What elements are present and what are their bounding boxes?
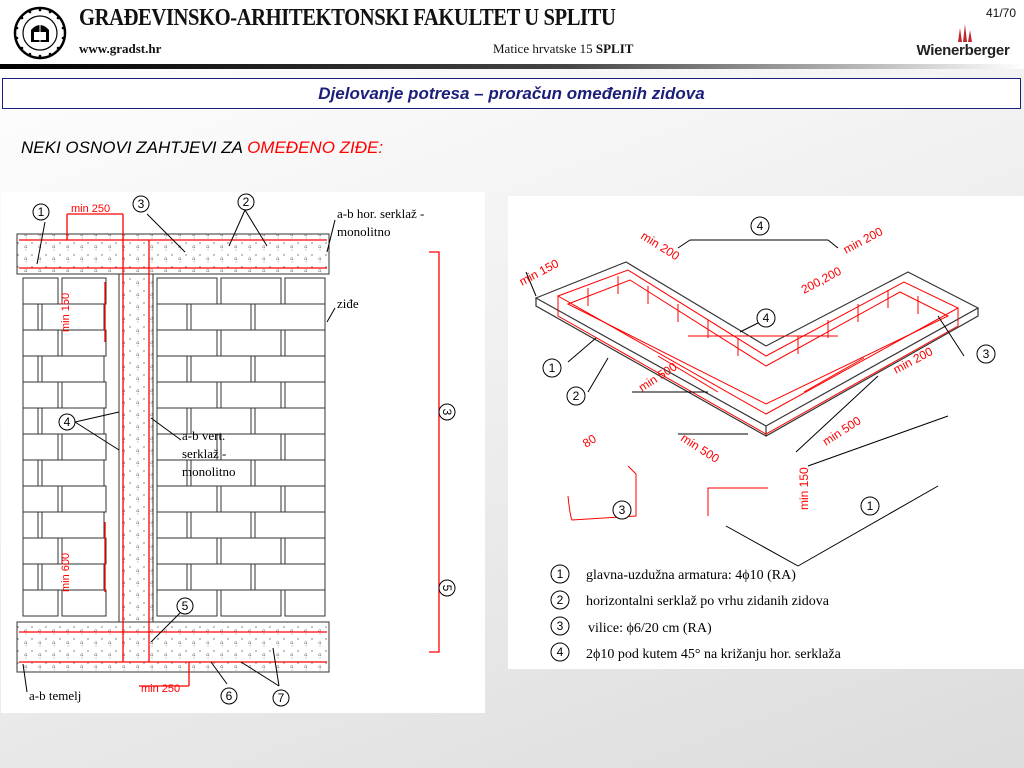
dim-min-250-bottom: min 250 [141,683,181,695]
page-number: 41/70 [985,6,1016,20]
dim-min-600: min 600 [60,552,72,592]
website-link[interactable]: www.gradst.hr [79,41,162,56]
dim-min-150-side: min 150 [60,292,72,332]
right-leaders [526,240,964,566]
slide-title-box [2,78,1021,109]
legend-text-3: vilice: ϕ6/20 cm (RA) [588,621,712,636]
slide-title: Djelovanje potresa – proračun omeđenih zidova [318,83,705,103]
header-bar [0,0,1024,68]
marker-1 [33,204,49,220]
label-hor-tie-beam-2: monolitno [337,224,391,239]
dim-r-min500-a: min 500 [636,359,680,395]
legend [551,565,842,662]
r-marker-1-bottom [861,497,879,515]
dim-r-min200-a: min 200 [638,228,683,264]
dim-r-200-200: 200,200 [798,263,844,297]
svg-text:3: 3 [618,503,626,517]
r-marker-4-top [751,217,769,235]
side-marker-5 [439,580,455,596]
wienerberger-mark-icon [908,22,1018,44]
vertical-tie-column [119,274,153,622]
marker-7 [273,690,289,706]
dim-r-min150-left: min 150 [516,256,562,289]
marker-3 [133,196,149,212]
label-hor-tie-beam-1: a-b hor. serklaž - [337,206,425,221]
rebar-cage [558,270,958,520]
legend-text-4: 2ϕ10 pod kutem 45° na križanju hor. serklaža [586,647,841,662]
legend-item-2 [551,591,830,609]
r-marker-2 [567,387,585,405]
dim-r-min500-c: min 500 [820,413,864,449]
r-marker-3-right [977,345,995,363]
marker-5 [177,598,193,614]
svg-text:5: 5 [440,584,454,592]
isometric-svg [508,196,1024,669]
svg-text:1: 1 [548,361,556,375]
section-heading [21,138,383,158]
section-heading-prefix: NEKI OSNOVI ZAHTJEVI ZA [21,138,248,157]
legend-item-1 [551,565,796,583]
side-marker-3 [439,404,455,420]
header-divider [0,64,1024,69]
marker-4 [59,414,75,430]
svg-text:4: 4 [556,645,564,659]
svg-text:3: 3 [440,408,454,416]
dim-r-80: 80 [580,431,599,451]
wall-elevation-svg [1,192,485,713]
svg-text:4: 4 [63,415,71,429]
marker-6 [221,688,237,704]
svg-text:2: 2 [556,593,564,607]
legend-text-2: horizontalni serklaž po vrhu zidanih zidova [586,594,829,609]
label-foundation: a-b temelj [29,688,82,703]
foundation-beam [17,622,329,672]
svg-text:6: 6 [225,689,233,703]
dim-r-min200-right: min 200 [890,344,936,377]
svg-text:3: 3 [556,619,564,633]
label-vert-tie-2: serklaž - [182,446,227,461]
label-masonry: ziđe [337,296,359,311]
side-rebar-markers [439,404,455,596]
wienerberger-wordmark: Wienerberger [916,42,1010,59]
svg-text:3: 3 [982,347,990,361]
dim-min-250-top: min 250 [71,203,111,215]
dim-r-min500-b: min 500 [678,430,722,466]
svg-text:3: 3 [137,197,145,211]
confined-wall-elevation-drawing [1,192,485,713]
address-street: Matice hrvatske 15 [493,41,593,56]
r-marker-1-left [543,359,561,377]
svg-text:2: 2 [242,195,250,209]
r-marker-3-stirrup [613,501,631,519]
legend-item-4 [551,643,842,662]
svg-text:1: 1 [556,567,564,581]
svg-text:4: 4 [756,219,764,233]
address-city: SPLIT [595,41,634,56]
r-marker-4-mid [757,309,775,327]
beam-outline [536,262,978,436]
svg-text:4: 4 [762,311,770,325]
legend-text-1: glavna-uzdužna armatura: 4ϕ10 (RA) [586,568,796,583]
wienerberger-logo [908,22,1018,62]
legend-item-3 [551,617,712,636]
label-vert-tie-1: a-b vert. [182,428,226,443]
dim-r-min200-b: min 200 [840,224,886,257]
svg-text:5: 5 [181,599,189,613]
marker-2 [238,194,254,210]
svg-text:1: 1 [866,499,874,513]
right-markers [543,217,995,519]
dim-r-min150-bottom: min 150 [797,467,811,510]
faculty-name: GRAĐEVINSKO-ARHITEKTONSKI FAKULTET U SPLITU [79,5,616,31]
svg-text:2: 2 [572,389,580,403]
tie-beam-corner-isometric-drawing [508,196,1024,669]
label-vert-tie-3: monolitno [182,464,236,479]
section-heading-highlight: OMEĐENO ZIĐE: [247,138,384,157]
faculty-address [493,41,633,57]
university-seal-logo [13,6,67,60]
svg-text:7: 7 [277,691,285,705]
svg-text:1: 1 [37,205,45,219]
